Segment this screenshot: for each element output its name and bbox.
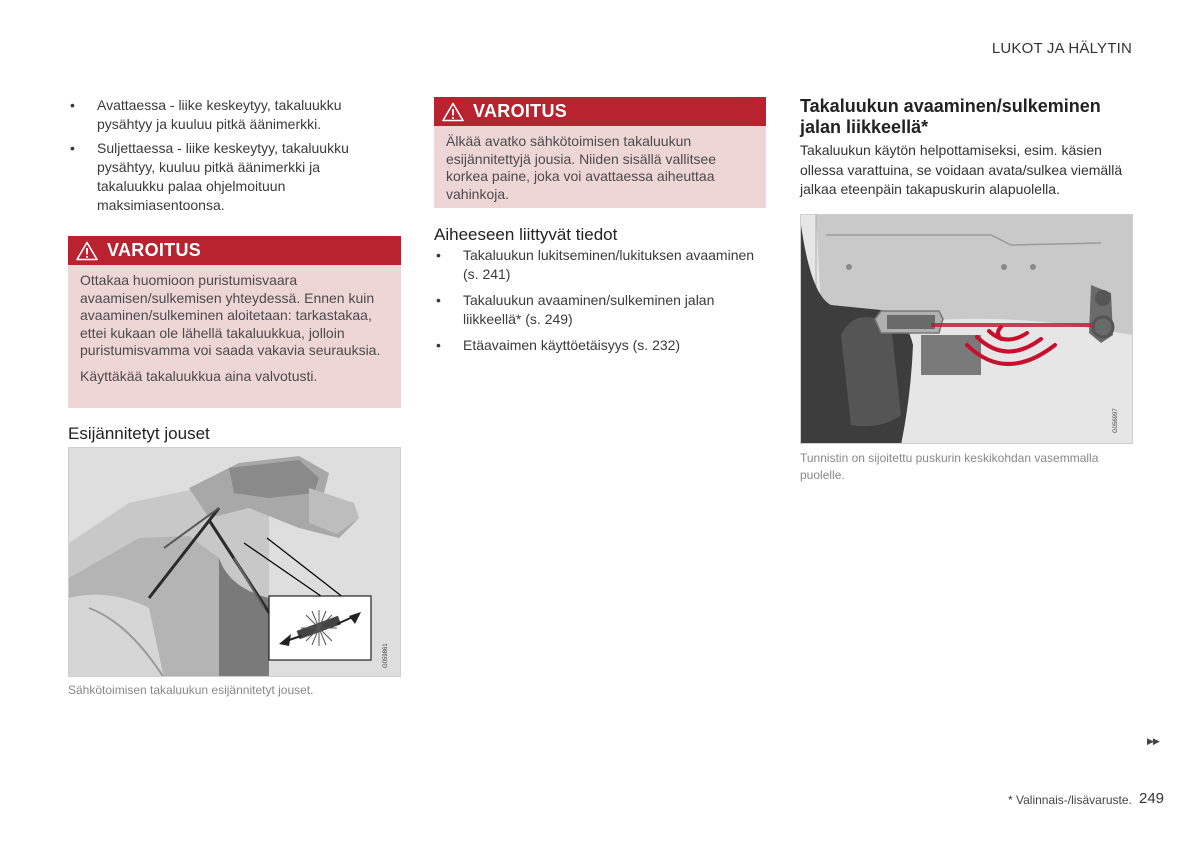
figure-caption: Sähkötoimisen takaluukun esijännitetyt jouset. xyxy=(68,683,314,697)
page-number: 249 xyxy=(1139,790,1165,807)
gas-struts-illustration xyxy=(68,447,401,677)
bumper-image xyxy=(801,215,1133,444)
related-link[interactable]: • Takaluukun avaaminen/sulkeminen jalan liikkeellä* (s. 249) xyxy=(434,291,764,329)
warning-triangle-icon xyxy=(442,102,464,122)
warning-box-springs xyxy=(434,97,766,208)
warning-body xyxy=(68,265,401,395)
warning-text: Käyttäkää takaluukkua aina valvotusti. xyxy=(80,367,318,384)
list-item: • Avattaessa - liike keskeytyy, takaluukku pysähtyy ja kuuluu pitkä äänimerkki. xyxy=(68,96,388,134)
section-heading: Esijännitetyt jouset xyxy=(68,424,210,443)
warning-header xyxy=(434,97,766,126)
section-title: Takaluukun avaaminen/sulkeminen jalan liikkeellä* xyxy=(800,96,1101,137)
section-header: LUKOT JA HÄLYTIN xyxy=(991,40,1132,57)
related-link[interactable]: • Etäavaimen käyttöetäisyys (s. 232) xyxy=(434,336,764,355)
warning-title: VAROITUS xyxy=(107,240,202,260)
warning-title: VAROITUS xyxy=(473,101,568,121)
figure-code: G059861 xyxy=(383,643,389,668)
continue-next-page-icon: ▶▶ xyxy=(1147,736,1159,746)
warning-text: Älkää avatko sähkötoimisen takaluukun esijännitettyjä jousia. Niiden sisällä vallitsee korkea paine, joka voi avattaessa aiheuttaa vahinkoja. xyxy=(446,133,717,202)
list-item: • Suljettaessa - liike keskeytyy, takaluukku pysähtyy, kuuluu pitkä äänimerkki ja takaluukku palaa ohjelmoituun maksimiasentoonsa. xyxy=(68,139,388,215)
warning-triangle-icon xyxy=(76,241,98,261)
warning-text: Ottakaa huomioon puristumisvaara avaamisen/sulkemisen yhteydessä. Ennen kuin avaaminen/sulkeminen aloitetaan: tarkastakaa, ettei kukaan ole lähellä takaluukkua, jolloin puristumisvamma voi saada vakavia seurauksia. xyxy=(80,272,381,358)
related-info-heading: Aiheeseen liittyvät tiedot xyxy=(434,225,618,244)
behavior-list xyxy=(68,96,388,215)
intro-paragraph: Takaluukun käytön helpottamiseksi, esim. käsien ollessa varattuina, se voidaan avata/sulkea viemällä jalkaa eteenpäin takapuskurin alapuolella. xyxy=(800,142,1123,197)
warning-box-pinch xyxy=(68,236,401,408)
related-link[interactable]: • Takaluukun lukitseminen/lukituksen avaaminen (s. 241) xyxy=(434,246,764,284)
warning-body xyxy=(434,126,766,213)
figure-code: G056997 xyxy=(1113,408,1119,433)
related-links-list xyxy=(434,246,764,355)
figure-caption: Tunnistin on sijoitettu puskurin keskikohdan vasemmalla puolelle. xyxy=(800,451,1099,482)
foot-sensor-illustration xyxy=(800,214,1133,444)
accessory-footnote: * Valinnais-/lisävaruste. xyxy=(1008,793,1132,807)
tailgate-image xyxy=(69,448,401,677)
warning-header xyxy=(68,236,401,265)
